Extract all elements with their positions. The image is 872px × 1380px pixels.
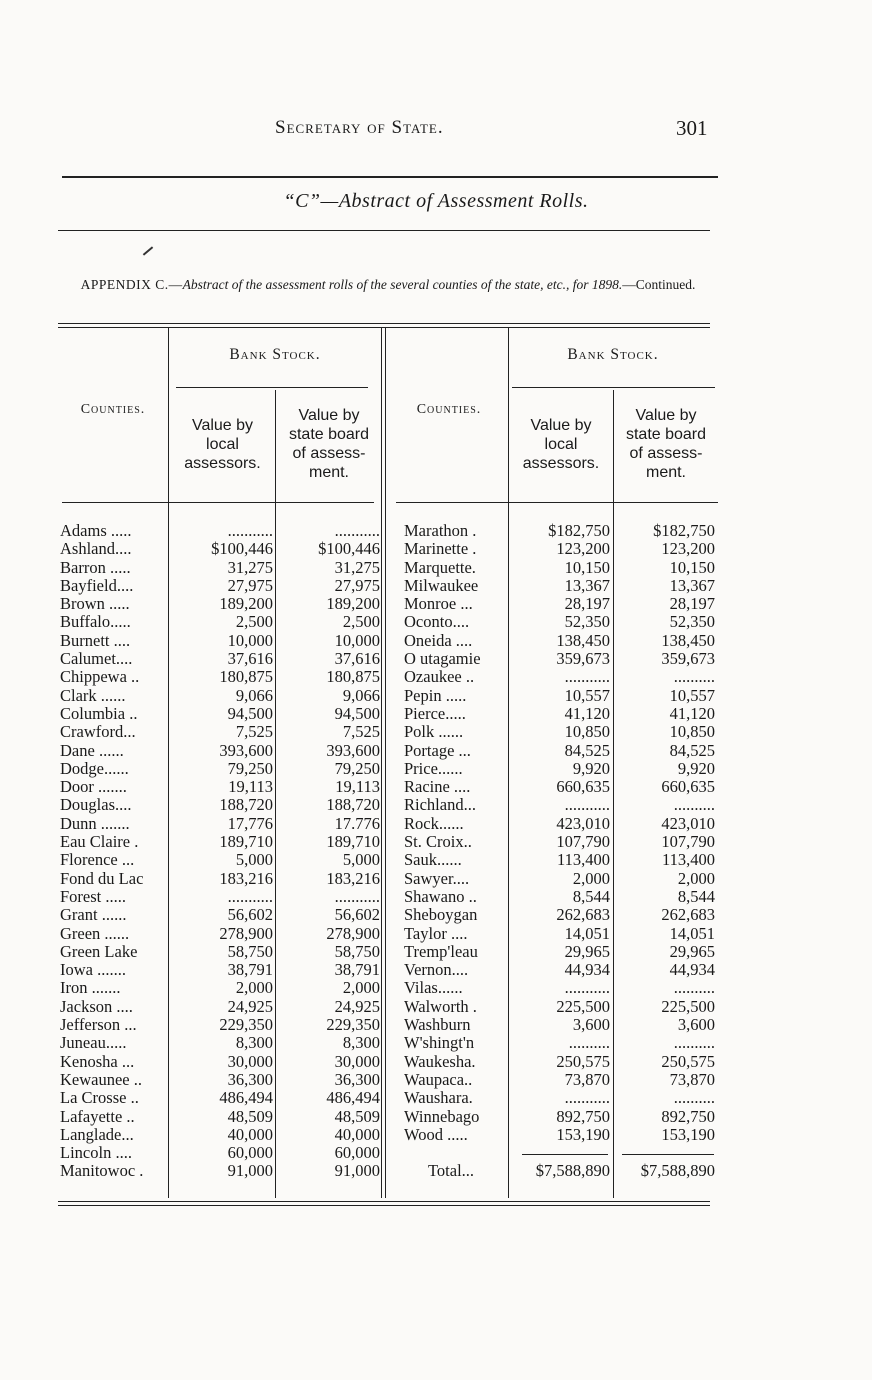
county-name: Langlade... — [60, 1124, 134, 1144]
local-value: $100,446 — [211, 539, 273, 559]
state-value: 10,557 — [669, 685, 715, 705]
county-name: Price...... — [404, 758, 463, 778]
group-rule-left — [176, 387, 368, 388]
county-name: Sawyer.... — [404, 868, 470, 888]
title-rule — [58, 230, 710, 231]
state-value: 225,500 — [661, 996, 715, 1016]
county-name: W'shingt'n — [404, 1033, 475, 1053]
state-value: .......... — [673, 1088, 715, 1108]
county-name: Iowa ....... — [60, 960, 126, 980]
state-value: 183,216 — [326, 868, 380, 888]
total-rule-state — [622, 1154, 714, 1155]
caption-italic: Abstract of the assessment rolls of the several counties of the state, etc., for 1898. — [182, 277, 623, 292]
state-value: 2,500 — [342, 612, 380, 632]
counties-header-right: Counties. — [416, 402, 482, 417]
left-local-column — [170, 522, 273, 1181]
county-name: Washburn — [404, 1015, 471, 1035]
county-name: Vernon.... — [404, 960, 469, 980]
state-value: 73,870 — [669, 1069, 715, 1089]
county-name: Pierce..... — [404, 703, 466, 723]
local-value: 486,494 — [219, 1088, 273, 1108]
state-header-right — [614, 406, 718, 482]
local-value: 73,870 — [564, 1069, 610, 1089]
county-name: La Crosse .. — [60, 1088, 139, 1108]
county-name: Winnebago — [404, 1106, 480, 1126]
county-name: Kenosha ... — [60, 1051, 135, 1071]
county-name: Juneau..... — [60, 1033, 127, 1053]
local-value: ........... — [564, 978, 610, 998]
county-name: Grant ...... — [60, 905, 127, 925]
county-name: Brown ..... — [60, 594, 130, 614]
state-value: 2,000 — [677, 868, 715, 888]
local-value: 8,300 — [235, 1033, 273, 1053]
local-value: 38,791 — [227, 960, 273, 980]
county-name: Vilas...... — [404, 978, 463, 998]
local-value: 91,000 — [227, 1161, 273, 1181]
county-name: Richland... — [404, 795, 476, 815]
state-value: .......... — [673, 1033, 715, 1053]
local-value: 10,000 — [227, 630, 273, 650]
state-header-line: Value by — [635, 407, 697, 424]
state-value: 28,197 — [669, 594, 715, 614]
local-value: 56,602 — [227, 905, 273, 925]
county-name: Polk ...... — [404, 722, 464, 742]
left-county-column — [60, 522, 168, 1181]
state-value: .......... — [673, 978, 715, 998]
county-name: Shawano .. — [404, 886, 477, 906]
county-name: Dunn ....... — [60, 813, 130, 833]
group-rule-right — [512, 387, 715, 388]
local-value: 24,925 — [227, 996, 273, 1016]
state-header-line: of assess- — [629, 445, 703, 462]
county-name: Door ....... — [60, 777, 127, 797]
state-value: 113,400 — [661, 850, 715, 870]
caption-tail: —Continued. — [622, 277, 696, 292]
state-header-line: ment. — [308, 464, 349, 481]
state-value: 229,350 — [326, 1015, 380, 1035]
local-value: 37,616 — [227, 649, 273, 669]
state-value: 10,850 — [669, 722, 715, 742]
county-name: Forest ..... — [60, 886, 126, 906]
state-value: 5,000 — [342, 850, 380, 870]
table-bottom-rule-2 — [58, 1205, 710, 1206]
state-value: 14,051 — [669, 923, 715, 943]
local-value: 10,557 — [564, 685, 610, 705]
state-value: 44,934 — [669, 960, 715, 980]
county-name: Clark ...... — [60, 685, 126, 705]
county-name: Waupaca.. — [404, 1069, 473, 1089]
local-value: 359,673 — [556, 649, 610, 669]
state-value: 30,000 — [334, 1051, 380, 1071]
local-value: 13,367 — [564, 575, 610, 595]
state-value: 7,525 — [342, 722, 380, 742]
local-value: 9,066 — [235, 685, 273, 705]
running-title: Secretary of State. — [275, 117, 444, 138]
county-name: Marquette. — [404, 557, 476, 577]
local-value: 189,200 — [219, 594, 273, 614]
state-header-line: ment. — [645, 464, 686, 481]
state-value: 19,113 — [335, 777, 380, 797]
group-header-right: Bank Stock. — [567, 346, 659, 363]
local-value: $182,750 — [548, 521, 610, 540]
county-name: Crawford... — [60, 722, 136, 742]
county-name: Rock...... — [404, 813, 464, 833]
state-value: 9,920 — [677, 758, 715, 778]
state-header-left — [276, 406, 382, 482]
county-name: Buffalo..... — [60, 612, 131, 632]
county-name: Oneida .... — [404, 630, 473, 650]
state-value: 8,544 — [677, 886, 715, 906]
state-value: .......... — [673, 795, 715, 815]
county-name: Bayfield.... — [60, 575, 134, 595]
local-value: ........... — [227, 886, 273, 906]
local-value: 423,010 — [556, 813, 610, 833]
county-name: Eau Claire . — [60, 832, 139, 852]
county-name: Portage ... — [404, 740, 471, 760]
total-rule-local — [522, 1154, 608, 1155]
state-value: 278,900 — [326, 923, 380, 943]
county-name: Jefferson ... — [60, 1015, 137, 1035]
local-value: 30,000 — [227, 1051, 273, 1071]
pencil-mark — [143, 246, 153, 255]
county-name: Dodge...... — [60, 758, 129, 778]
local-value: 8,544 — [572, 886, 610, 906]
county-name: Fond du Lac — [60, 868, 144, 888]
local-value: 94,500 — [227, 703, 273, 723]
state-value: 180,875 — [326, 667, 380, 687]
state-value: 262,683 — [661, 905, 715, 925]
state-value: 8,300 — [342, 1033, 380, 1053]
state-value: 138,450 — [661, 630, 715, 650]
state-value: $100,446 — [318, 539, 380, 559]
local-value: 5,000 — [235, 850, 273, 870]
local-value: 189,710 — [219, 832, 273, 852]
local-value: 7,525 — [235, 722, 273, 742]
total-state: $7,588,890 — [640, 1161, 715, 1180]
local-value: 2,000 — [235, 978, 273, 998]
state-value: 37,616 — [334, 649, 380, 669]
state-value: 29,965 — [669, 941, 715, 961]
local-value: 41,120 — [564, 703, 610, 723]
left-state-column — [276, 522, 380, 1181]
county-name: Lincoln .... — [60, 1143, 132, 1163]
right-county-column — [404, 522, 510, 1144]
county-name: Walworth . — [404, 996, 477, 1016]
county-name: Burnett .... — [60, 630, 131, 650]
total-local: $7,588,890 — [535, 1161, 610, 1180]
county-name: Iron ....... — [60, 978, 121, 998]
state-header-line: of assess- — [292, 445, 366, 462]
local-value: ........... — [564, 667, 610, 687]
county-name: Marinette . — [404, 539, 477, 559]
local-value: 660,635 — [556, 777, 610, 797]
state-value: 40,000 — [334, 1124, 380, 1144]
local-header-line: local — [206, 436, 239, 453]
state-value: 41,120 — [669, 703, 715, 723]
state-value: 2,000 — [342, 978, 380, 998]
county-name: Florence ... — [60, 850, 135, 870]
state-value: 38,791 — [334, 960, 380, 980]
local-value: 113,400 — [556, 850, 610, 870]
county-name: Douglas.... — [60, 795, 132, 815]
state-value: 52,350 — [669, 612, 715, 632]
local-value: 29,965 — [564, 941, 610, 961]
county-name: Waushara. — [404, 1088, 473, 1108]
state-value: 189,710 — [326, 832, 380, 852]
state-value: 660,635 — [661, 777, 715, 797]
state-value: .......... — [673, 667, 715, 687]
state-value: ........... — [334, 521, 380, 540]
county-name: Marathon . — [404, 521, 477, 540]
state-value: 393,600 — [326, 740, 380, 760]
local-value: 14,051 — [564, 923, 610, 943]
state-value: 13,367 — [669, 575, 715, 595]
local-value: 123,200 — [556, 539, 610, 559]
local-value: ........... — [227, 521, 273, 540]
header-rule — [62, 176, 718, 178]
local-value: 278,900 — [219, 923, 273, 943]
state-value: 189,200 — [326, 594, 380, 614]
county-name: Taylor .... — [404, 923, 468, 943]
group-header-left: Bank Stock. — [229, 346, 321, 363]
local-value: 393,600 — [219, 740, 273, 760]
state-value: 10,000 — [334, 630, 380, 650]
state-header-line: state board — [625, 426, 707, 443]
county-name: Dane ...... — [60, 740, 124, 760]
col-divider-left-1 — [168, 328, 169, 1198]
state-value: 3,600 — [677, 1015, 715, 1035]
state-value: 188,720 — [326, 795, 380, 815]
local-value: 31,275 — [227, 557, 273, 577]
county-name: O utagamie — [404, 649, 481, 669]
table-bottom-rule-1 — [58, 1201, 710, 1202]
state-value: 60,000 — [334, 1143, 380, 1163]
state-header-line: state board — [288, 426, 370, 443]
state-value: 17.776 — [334, 813, 380, 833]
local-value: 183,216 — [219, 868, 273, 888]
local-value: 10,150 — [564, 557, 610, 577]
local-value: 84,525 — [564, 740, 610, 760]
local-value: 188,720 — [219, 795, 273, 815]
local-header-line: Value by — [191, 417, 254, 434]
state-value: 423,010 — [661, 813, 715, 833]
state-value: 153,190 — [661, 1124, 715, 1144]
state-value: 31,275 — [334, 557, 380, 577]
state-value: 79,250 — [334, 758, 380, 778]
county-name: Calumet.... — [60, 649, 133, 669]
local-value: 107,790 — [556, 832, 610, 852]
state-value: 10,150 — [669, 557, 715, 577]
state-value: $182,750 — [653, 521, 715, 540]
local-header-line: Value by — [530, 417, 592, 434]
local-value: ........... — [564, 795, 610, 815]
total-label: Total... — [428, 1161, 475, 1180]
local-header-left — [170, 416, 275, 473]
local-value: 9,920 — [572, 758, 610, 778]
local-header-line: assessors. — [522, 455, 600, 472]
state-value: 107,790 — [661, 832, 715, 852]
local-value: 28,197 — [564, 594, 610, 614]
state-value: 48,509 — [334, 1106, 380, 1126]
county-name: Ashland.... — [60, 539, 132, 559]
county-name: Tremp'leau — [404, 941, 478, 961]
header-bottom-rule-left — [62, 502, 374, 503]
caption-lead: APPENDIX C.— — [80, 277, 183, 292]
county-name: Manitowoc . — [60, 1161, 144, 1181]
table-top-rule-2 — [58, 327, 710, 328]
local-value: 10,850 — [564, 722, 610, 742]
state-value: 94,500 — [334, 703, 380, 723]
local-header-right — [509, 416, 613, 473]
county-name: Milwaukee — [404, 575, 479, 595]
county-name: Monroe ... — [404, 594, 473, 614]
local-value: 40,000 — [227, 1124, 273, 1144]
state-value: ........... — [334, 886, 380, 906]
local-value: 19,113 — [228, 777, 273, 797]
local-value: 36,300 — [227, 1069, 273, 1089]
state-value: 250,575 — [661, 1051, 715, 1071]
local-value: 2,500 — [235, 612, 273, 632]
local-value: 27,975 — [227, 575, 273, 595]
state-value: 91,000 — [334, 1161, 380, 1181]
county-name: Pepin ..... — [404, 685, 467, 705]
right-local-column — [509, 522, 610, 1144]
local-value: 180,875 — [219, 667, 273, 687]
right-state-column — [614, 522, 715, 1144]
county-name: Adams ..... — [60, 521, 132, 540]
local-value: 17,776 — [227, 813, 273, 833]
local-value: 52,350 — [564, 612, 610, 632]
local-header-line: local — [544, 436, 578, 453]
local-value: 262,683 — [556, 905, 610, 925]
local-value: 3,600 — [572, 1015, 610, 1035]
state-value: 27,975 — [334, 575, 380, 595]
local-value: 44,934 — [564, 960, 610, 980]
table-top-rule-1 — [58, 323, 710, 324]
state-header-line: Value by — [298, 407, 360, 424]
county-name: Oconto.... — [404, 612, 470, 632]
header-bottom-rule-right — [396, 502, 718, 503]
local-value: 153,190 — [556, 1124, 610, 1144]
local-value: 250,575 — [556, 1051, 610, 1071]
state-value: 359,673 — [661, 649, 715, 669]
state-value: 123,200 — [661, 539, 715, 559]
state-value: 486,494 — [326, 1088, 380, 1108]
local-value: 60,000 — [227, 1143, 273, 1163]
local-value: 79,250 — [227, 758, 273, 778]
county-name: Sheboygan — [404, 905, 478, 925]
state-value: 892,750 — [661, 1106, 715, 1126]
appendix-caption — [58, 277, 718, 292]
local-header-line: assessors. — [184, 455, 261, 472]
county-name: Barron ..... — [60, 557, 131, 577]
county-name: Racine .... — [404, 777, 471, 797]
state-value: 58,750 — [334, 941, 380, 961]
local-value: .......... — [568, 1033, 610, 1053]
county-name: Wood ..... — [404, 1124, 468, 1144]
county-name: Kewaunee .. — [60, 1069, 143, 1089]
local-value: 48,509 — [227, 1106, 273, 1126]
local-value: 229,350 — [219, 1015, 273, 1035]
section-title: “C”—Abstract of Assessment Rolls. — [283, 190, 589, 212]
county-name: Jackson .... — [60, 996, 133, 1016]
col-divider-mid-2 — [385, 328, 386, 1198]
local-value: 2,000 — [572, 868, 610, 888]
state-value: 84,525 — [669, 740, 715, 760]
local-value: 225,500 — [556, 996, 610, 1016]
counties-header-left: Counties. — [80, 402, 146, 417]
county-name: Lafayette .. — [60, 1106, 135, 1126]
state-value: 24,925 — [334, 996, 380, 1016]
county-name: Green Lake — [60, 941, 138, 961]
local-value: 138,450 — [556, 630, 610, 650]
county-name: Sauk...... — [404, 850, 462, 870]
county-name: St. Croix.. — [404, 832, 472, 852]
local-value: 892,750 — [556, 1106, 610, 1126]
county-name: Columbia .. — [60, 703, 138, 723]
local-value: ........... — [564, 1088, 610, 1108]
local-value: 58,750 — [227, 941, 273, 961]
county-name: Ozaukee .. — [404, 667, 475, 687]
state-value: 56,602 — [334, 905, 380, 925]
county-name: Chippewa .. — [60, 667, 140, 687]
state-value: 9,066 — [342, 685, 380, 705]
page-number: 301 — [676, 116, 708, 140]
county-name: Waukesha. — [404, 1051, 476, 1071]
county-name: Green ...... — [60, 923, 130, 943]
state-value: 36,300 — [334, 1069, 380, 1089]
